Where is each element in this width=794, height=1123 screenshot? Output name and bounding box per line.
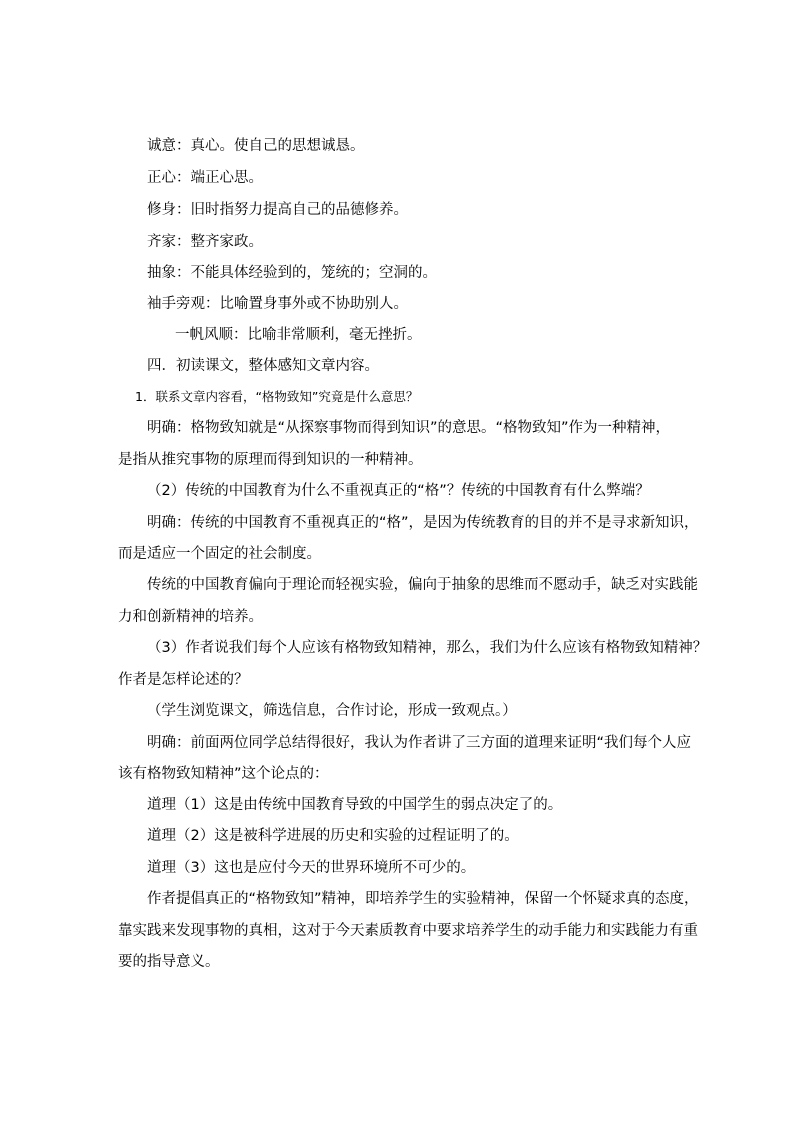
answer-3-line-1: 明确：前面两位同学总结得很好，我认为作者讲了三方面的道理来证明“我们每个人应 xyxy=(147,735,692,751)
reason-1: 道理（1）这是由传统中国教育导致的中国学生的弱点决定了的。 xyxy=(147,797,563,813)
answer-2-line-1: 明确：传统的中国教育不重视真正的“格”，是因为传统教育的目的并不是寻求新知识， xyxy=(147,515,699,531)
question-3-line-2: 作者是怎样论述的？ xyxy=(118,672,249,688)
conclusion-line-1: 作者提倡真正的“格物致知”精神，即培养学生的实验精神，保留一个怀疑求真的态度， xyxy=(147,891,699,907)
section-heading-four: 四．初读课文，整体感知文章内容。 xyxy=(147,358,379,374)
conclusion-line-3: 要的指导意义。 xyxy=(118,954,220,970)
reason-2: 道理（2）这是被科学进展的历史和实验的过程证明了的。 xyxy=(147,828,519,844)
definition-chouxiang: 抽象：不能具体经验到的，笼统的；空洞的。 xyxy=(147,265,437,281)
question-1: 1．联系文章内容看，“格物致知”究竟是什么意思？ xyxy=(135,389,419,404)
reason-3: 道理（3）这也是应付今天的世界环境所不可少的。 xyxy=(147,860,476,876)
answer-2-line-3: 传统的中国教育偏向于理论而轻视实验，偏向于抽象的思维而不愿动手，缺乏对实践能 xyxy=(147,577,698,593)
conclusion-line-2: 靠实践来发现事物的真相，这对于今天素质教育中要求培养学生的动手能力和实践能力有重 xyxy=(118,923,698,939)
question-3-line-1: （3）作者说我们每个人应该有格物致知精神，那么，我们为什么应该有格物致知精神？ xyxy=(147,640,708,656)
answer-2-line-2: 而是适应一个固定的社会制度。 xyxy=(118,546,321,562)
definition-yifanfengshun: 一帆风顺：比喻非常顺利，毫无挫折。 xyxy=(175,327,422,343)
answer-3-line-2: 该有格物致知精神”这个论点的： xyxy=(118,766,329,782)
answer-1-line-1: 明确：格物致知就是“从探察事物而得到知识”的意思。“格物致知”作为一种精神， xyxy=(147,420,671,436)
definition-zhengxin: 正心：端正心思。 xyxy=(147,170,263,186)
definition-xiushoupangguan: 袖手旁观：比喻置身事外或不协助别人。 xyxy=(147,296,408,312)
answer-2-line-4: 力和创新精神的培养。 xyxy=(118,609,263,625)
definition-xiushen: 修身：旧时指努力提高自己的品德修养。 xyxy=(147,202,408,218)
definition-qijia: 齐家：整齐家政。 xyxy=(147,234,263,250)
definition-chengyi: 诚意：真心。使自己的思想诚恳。 xyxy=(147,138,365,154)
question-2: （2）传统的中国教育为什么不重视真正的“格”？传统的中国教育有什么弊端？ xyxy=(147,483,650,499)
answer-1-line-2: 是指从推究事物的原理而得到知识的一种精神。 xyxy=(118,452,423,468)
student-activity-note: （学生浏览课文，筛选信息，合作讨论，形成一致观点。） xyxy=(147,703,517,719)
